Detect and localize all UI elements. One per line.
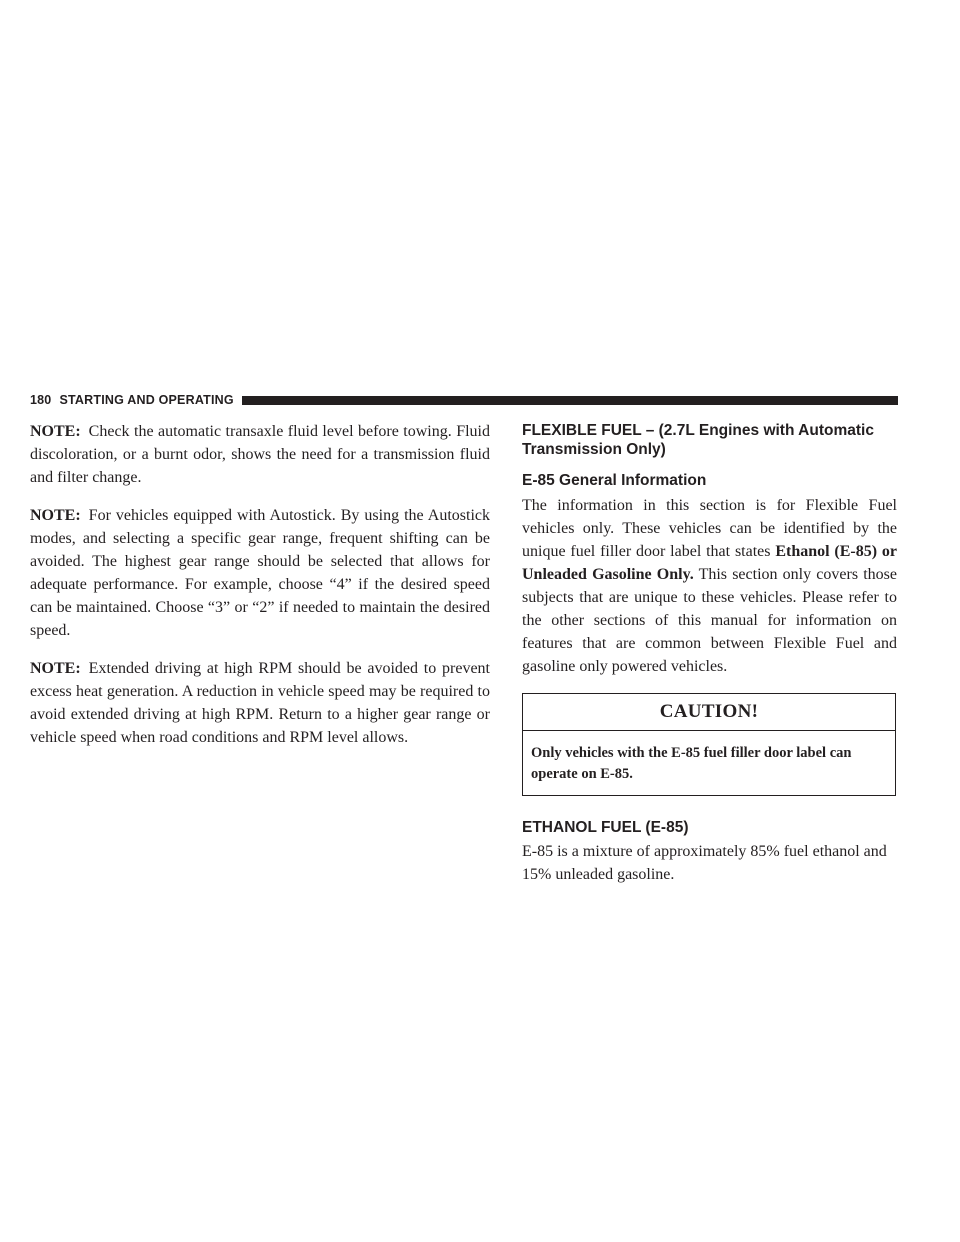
note-label: NOTE:	[30, 660, 81, 677]
note-text: For vehicles equipped with Autostick. By using the Autostick modes, and selecting a specific gear range, frequent shifting can be avoided. The highest gear range should be selected that allows for adequate performance. For example, choose “4” if the desired speed can be maintained. Choose “3” or “2” if needed to maintain the desired speed.	[30, 507, 490, 639]
label-statement: Ethanol (E-85) or Unleaded Gasoline Only.	[522, 543, 897, 583]
caution-text: Only vehicles with the E-85 fuel filler door label can operate on E-85.	[531, 745, 852, 782]
ethanol-paragraph: E-85 is a mixture of approximately 85% fuel ethanol and 15% unleaded gasoline.	[522, 843, 887, 883]
note-text: Check the automatic transaxle fluid level before towing. Fluid discoloration, or a burnt odor, shows the need for a transmission fluid and filter change.	[30, 423, 490, 486]
note-paragraph-autostick	[30, 504, 490, 642]
page-number: 180	[30, 393, 52, 407]
note-label: NOTE:	[30, 423, 81, 440]
ethanol-fuel-heading: ETHANOL FUEL (E-85)	[522, 819, 689, 836]
note-paragraph-towing	[30, 420, 490, 489]
note-label: NOTE:	[30, 507, 81, 524]
section-heading-flexible-fuel: FLEXIBLE FUEL – (2.7L Engines with Automatic Transmission Only)	[522, 422, 874, 458]
subsection-heading-e85: E-85 General Information	[522, 472, 707, 489]
note-paragraph-high-rpm	[30, 657, 490, 749]
caution-box	[522, 693, 896, 796]
intro-paragraph	[522, 494, 897, 678]
caution-title: CAUTION!	[523, 694, 895, 731]
section-title: STARTING AND OPERATING	[59, 393, 234, 407]
note-text: Extended driving at high RPM should be avoided to prevent excess heat generation. A reduction in vehicle speed may be required to avoid extended driving at high RPM. Return to a higher gear range or vehicle speed when road conditions and RPM level allows.	[30, 660, 490, 746]
intro-text-before: The information in this section is for Flexible Fuel vehicles only. These vehicles can be identified by the unique fuel filler door label that states	[522, 497, 897, 560]
header-rule	[242, 396, 898, 405]
right-column	[522, 421, 897, 901]
left-column	[30, 420, 490, 764]
intro-text-after: This section only covers those subjects that are unique to these vehicles. Please refer to the other sections of this manual for information on features that are common between Flexible Fuel and gasoline only powered vehicles.	[522, 566, 897, 675]
page-header	[30, 392, 898, 408]
